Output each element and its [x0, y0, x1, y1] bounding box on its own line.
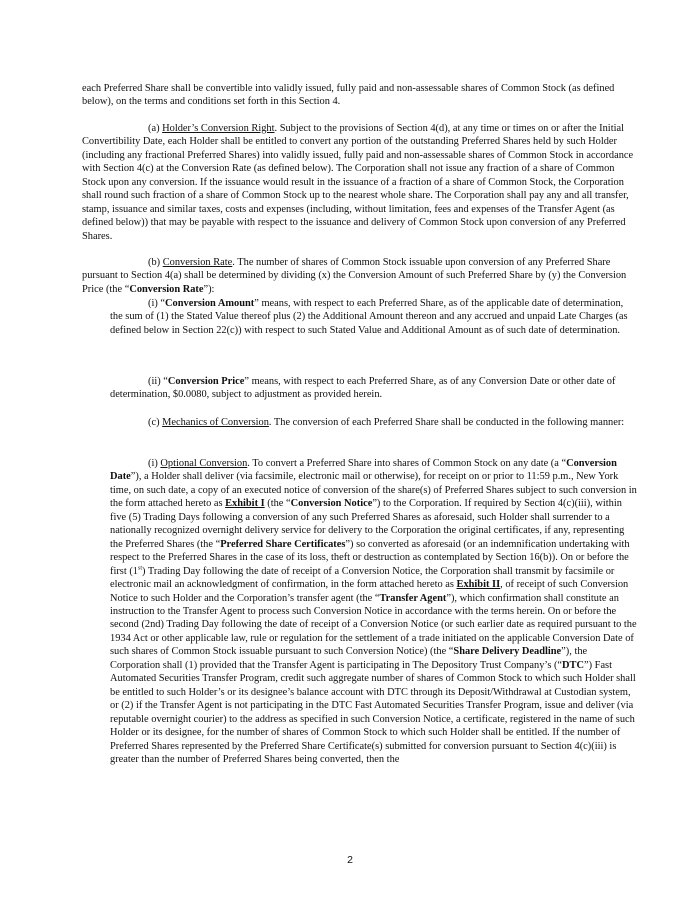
mechanics-of-conversion-paragraph: (c) Mechanics of Conversion. The conversion of each Preferred Share shall be conducted in the following manner: [148, 417, 625, 428]
conversion-rate-heading: Conversion Rate [162, 257, 233, 268]
conversion-rate-paragraph: (b) Conversion Rate. The number of shares of Common Stock issuable upon conversion of any Preferred Share pursuant to Section 4(a) shall be determined by dividing (x) the Conversion Amount of such Preferred Share by (y) the Conversion Price (the “Conversion Rate”): [82, 257, 627, 295]
exhibit-ii-reference: Exhibit II [456, 579, 501, 591]
exhibit-i-reference: Exhibit I [225, 498, 265, 510]
conversion-price-term: Conversion Price [167, 376, 245, 387]
page-number: 2 [347, 854, 353, 866]
optional-conversion-paragraph: (i) Optional Conversion. To convert a Preferred Share into shares of Common Stock on any date (a “Conversion Date”), a Holder shall deliver (via facsimile, electronic mail or otherwise), for receipt on or prior to 11:59 p.m., New York time, on such date, a copy of an executed notice of conversion of the share(s) of Preferred Shares subject to such conversion in the form attached hereto as Exhibit I (the “Conversion Notice”) to the Corporation. If required by Section 4(c)(iii), within five (5) Trading Days following a conversion of any such Preferred Shares as aforesaid, such Holder shall surrender to a nationally recognized overnight delivery service for delivery to the Corporation the original certificates, if any, representing the Preferred Shares (the “Preferred Share Certificates”) so converted as aforesaid (or an indemnification undertaking with respect to the Preferred Shares in the case of its loss, theft or destruction as contemplated by Section 16(b)). On or before the first (1st) Trading Day following the date of receipt of a Conversion Notice, the Corporation shall transmit by facsimile or electronic mail an acknowledgment of confirmation, in the form attached hereto as Exhibit II, of receipt of such Conversion Notice to such Holder and the Corporation’s transfer agent (the “Transfer Agent”), which confirmation shall constitute an instruction to the Transfer Agent to process such Conversion Notice in accordance with the terms herein. On or before the second (2nd) Trading Day following the date of receipt of a Conversion Notice (or such earlier date as required pursuant to the 1934 Act or other applicable law, rule or regulation for the settlement of a trade initiated on the applicable Conversion Date of such shares of Common Stock issuable pursuant to such Conversion Notice) (the “Share Delivery Deadline”), the Corporation shall (1) provided that the Transfer Agent is participating in The Depository Trust Company’s (“DTC”) Fast Automated Securities Transfer Program, credit such aggregate number of shares of Common Stock to which such Holder shall be entitled to such Holder’s or its designee’s balance account with DTC through its Deposit/Withdrawal at Custodian system, or (2) if the Transfer Agent is not participating in the DTC Fast Automated Securities Transfer Program, issue and deliver (via reputable overnight courier) to the address as specified in such Conversion Notice, a certificate, registered in the name of such Holder or its designee, for the number of shares of Common Stock to which such Holder shall be entitled. If the number of Preferred Shares represented by the Preferred Share Certificate(s) submitted for conversion pursuant to Section 4(c)(iii) is greater than the number of Preferred Shares being converted, then the [110, 458, 637, 765]
conversion-rate-term: Conversion Rate [129, 283, 204, 295]
mechanics-of-conversion-heading: Mechanics of Conversion [162, 417, 269, 428]
optional-conversion-heading: Optional Conversion [160, 458, 248, 469]
intro-paragraph: each Preferred Share shall be convertible into validly issued, fully paid and non-assessable shares of Common Stock (as defined below), on the terms and conditions set forth in this Section 4. [82, 83, 615, 108]
conversion-amount-paragraph: (i) “Conversion Amount” means, with respect to each Preferred Share, as of the applicable date of determination, the sum of (1) the Stated Value thereof plus (2) the Additional Amount thereon and any accrued and unpaid Late Charges (as defined below in Section 22(c)) with respect to such Stated Value and Additional Amount as of such date of determination. [110, 298, 628, 336]
holders-conversion-right-paragraph: (a) Holder’s Conversion Right. Subject to the provisions of Section 4(d), at any time or times on or after the Initial Convertibility Date, each Holder shall be entitled to convert any portion of the outstanding Preferred Shares held by such Holder (including any fractional Preferred Shares) into validly issued, fully paid and non-assessable shares of Common Stock in accordance with Section 4(c) at the Conversion Rate (as defined below). The Corporation shall not issue any fraction of a share of Common Stock upon any conversion. If the issuance would result in the issuance of a fraction of a share of Common Stock, the Corporation shall round such fraction of a share of Common Stock up to the nearest whole share. The Corporation shall pay any and all transfer, stamp, issuance and similar taxes, costs and expenses (including, without limitation, fees and expenses of the Transfer Agent (as defined below)) that may be payable with respect to the issuance and delivery of Common Stock upon conversion of any Preferred Shares. [82, 123, 634, 242]
conversion-amount-term: Conversion Amount [165, 298, 255, 309]
holders-conversion-right-heading: Holder’s Conversion Right [162, 123, 275, 134]
conversion-price-paragraph: (ii) “Conversion Price” means, with respect to each Preferred Share, as of any Conversion Date or other date of determination, $0.0080, subject to adjustment as provided herein. [110, 376, 616, 401]
